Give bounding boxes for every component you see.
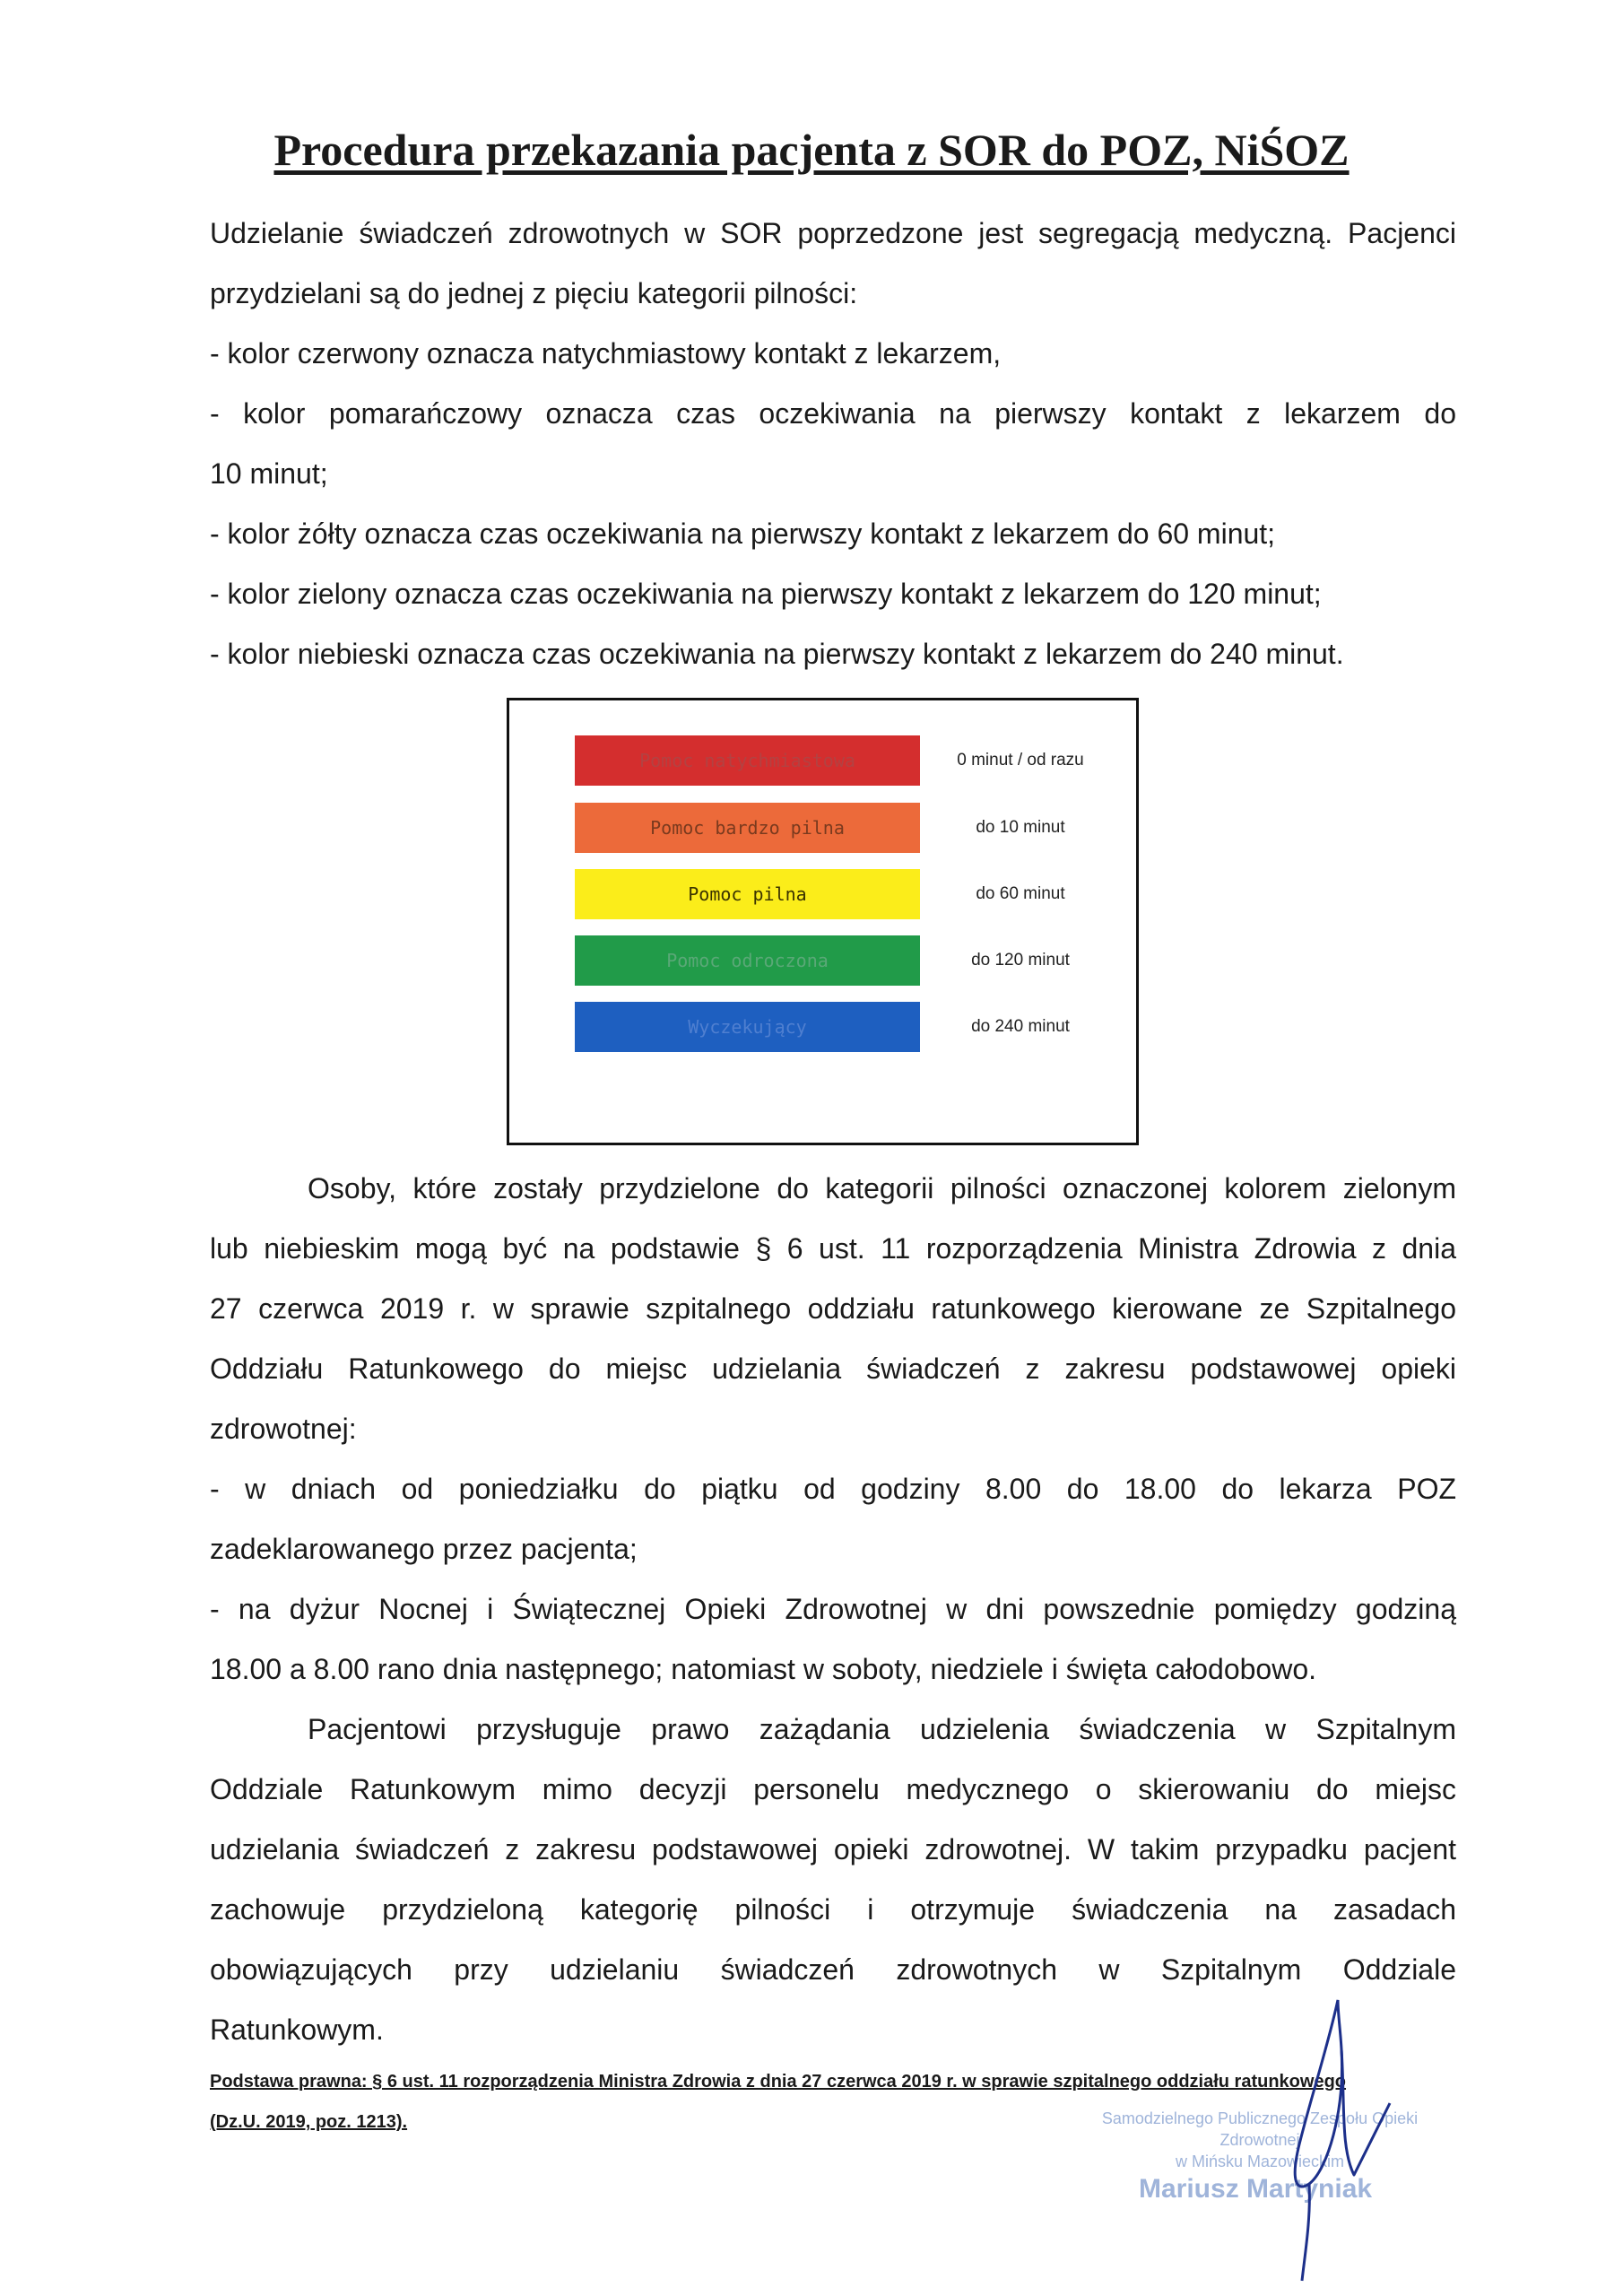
legal-basis-line-1: Podstawa prawna: § 6 ust. 11 rozporządzenia Ministra Zdrowia z dnia 27 czerwca 2019 r. w sprawie szpitalnego oddziału ratunkowego [210, 2072, 1347, 2092]
body1-line-3: 27 czerwca 2019 r. w sprawie szpitalnego oddziału ratunkowego kierowane ze Szpitalnego [210, 1292, 1456, 1325]
body2-line-6: Ratunkowym. [210, 2013, 384, 2046]
triage-bar-red [575, 735, 920, 786]
document-title: Procedura przekazania pacjenta z SOR do POZ, NiŚOZ [273, 125, 1350, 175]
body1-item-night: - na dyżur Nocnej i Świątecznej Opieki Zdrowotnej w dni powszednie pomiędzy godziną [210, 1593, 1456, 1625]
stamp-line-1: Samodzielnego Publicznego Zespołu Opieki Zdrowotnej [1101, 2109, 1419, 2149]
body1-line-4: Oddziału Ratunkowego do miejsc udzielania świadczeń z zakresu podstawowej opieki [210, 1352, 1456, 1385]
intro-item-green: - kolor zielony oznacza czas oczekiwania na pierwszy kontakt z lekarzem do 120 minut; [210, 578, 1322, 610]
intro-item-blue: - kolor niebieski oznacza czas oczekiwania na pierwszy kontakt z lekarzem do 240 minut. [210, 638, 1344, 670]
body1-line-5: zdrowotnej: [210, 1413, 357, 1445]
triage-bar-label: Wyczekujący [688, 1016, 807, 1038]
triage-time-orange: do 10 minut [976, 818, 1065, 837]
body1-item-night-cont: 18.00 a 8.00 rano dnia następnego; natomiast w soboty, niedziele i święta całodobowo. [210, 1653, 1316, 1685]
intro-line-1: Udzielanie świadczeń zdrowotnych w SOR poprzedzone jest segregacją medyczną. Pacjenci [210, 217, 1456, 249]
triage-bar-yellow [575, 869, 920, 919]
body1-item-weekday: - w dniach od poniedziałku do piątku od godziny 8.00 do 18.00 do lekarza POZ [210, 1473, 1456, 1505]
triage-time-red: 0 minut / od razu [957, 751, 1084, 770]
triage-bar-label: Pomoc natychmiastowa [639, 750, 855, 771]
triage-chart [507, 698, 1139, 1145]
triage-bar-label: Pomoc pilna [688, 883, 807, 905]
intro-item-orange: - kolor pomarańczowy oznacza czas oczekiwania na pierwszy kontakt z lekarzem do [210, 397, 1456, 430]
body2-line-1: Pacjentowi przysługuje prawo zażądania udzielenia świadczenia w Szpitalnym [308, 1713, 1456, 1745]
body2-line-2: Oddziale Ratunkowym mimo decyzji personelu medycznego o skierowaniu do miejsc [210, 1773, 1456, 1805]
triage-time-green: do 120 minut [971, 951, 1070, 970]
stamp-name: Mariusz Martyniak [1139, 2174, 1373, 2204]
body2-line-4: zachowuje przydzieloną kategorię pilności i otrzymuje świadczenia na zasadach [210, 1893, 1456, 1926]
triage-bar-label: Pomoc bardzo pilna [650, 817, 845, 839]
stamp-line-2: w Mińsku Mazowieckim [1175, 2152, 1345, 2170]
triage-bar-blue [575, 1002, 920, 1052]
intro-item-orange-cont: 10 minut; [210, 457, 328, 490]
body1-item-weekday-cont: zadeklarowanego przez pacjenta; [210, 1533, 638, 1565]
triage-time-yellow: do 60 minut [976, 884, 1065, 903]
intro-item-yellow: - kolor żółty oznacza czas oczekiwania na pierwszy kontakt z lekarzem do 60 minut; [210, 517, 1276, 550]
body2-line-3: udzielania świadczeń z zakresu podstawowej opieki zdrowotnej. W takim przypadku pacjent [210, 1833, 1456, 1866]
intro-line-2: przydzielani są do jednej z pięciu kategorii pilności: [210, 277, 858, 309]
signature-icon [1255, 1996, 1408, 2283]
triage-bar-green [575, 935, 920, 986]
triage-bar-label: Pomoc odroczona [666, 950, 829, 971]
body1-line-2: lub niebieskim mogą być na podstawie § 6 ust. 11 rozporządzenia Ministra Zdrowia z dnia [210, 1232, 1456, 1265]
intro-item-red: - kolor czerwony oznacza natychmiastowy kontakt z lekarzem, [210, 337, 1002, 370]
triage-bar-orange [575, 803, 920, 853]
body1-line-1: Osoby, które zostały przydzielone do kategorii pilności oznaczonej kolorem zielonym [308, 1172, 1456, 1205]
triage-time-blue: do 240 minut [971, 1017, 1070, 1036]
body2-line-5: obowiązujących przy udzielaniu świadczeń zdrowotnych w Szpitalnym Oddziale [210, 1953, 1456, 1986]
legal-basis-line-2: (Dz.U. 2019, poz. 1213). [210, 2112, 408, 2132]
